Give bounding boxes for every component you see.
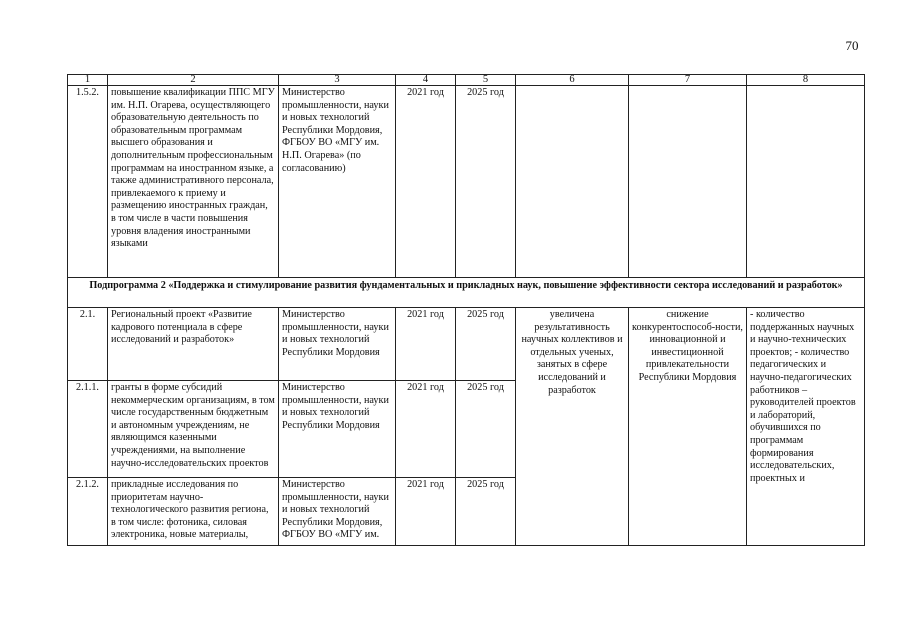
effect-cell: снижение конкурентоспособ-ности, инновационной и инвестиционной привлекательности Республики Мордовия	[629, 308, 747, 546]
column-number-row	[68, 75, 865, 86]
start-year: 2021 год	[396, 381, 456, 478]
col-header: 7	[629, 75, 747, 86]
end-year: 2025 год	[456, 86, 516, 278]
result-cell: увеличена результативность научных коллективов и отдельных ученых, занятых в сфере исследований и разработок	[516, 308, 629, 546]
row-number: 1.5.2.	[68, 86, 108, 278]
measure-text: прикладные исследования по приоритетам научно-технологического развития региона, в том числе: фотоника, силовая электроника, новые материалы,	[108, 478, 279, 546]
program-table	[67, 74, 865, 546]
col-header: 4	[396, 75, 456, 86]
table-row	[68, 308, 865, 381]
start-year: 2021 год	[396, 478, 456, 546]
end-year: 2025 год	[456, 478, 516, 546]
col-header: 2	[108, 75, 279, 86]
effect-cell	[629, 86, 747, 278]
subprogram-row	[68, 278, 865, 308]
row-number: 2.1.2.	[68, 478, 108, 546]
executor-text: Министерство промышленности, науки и новых технологий Республики Мордовия	[279, 381, 396, 478]
subprogram-title: Подпрограмма 2 «Поддержка и стимулирование развития фундаментальных и прикладных наук, повышение эффективности сектора исследований и разработок»	[68, 278, 865, 308]
executor-text: Министерство промышленности, науки и новых технологий Республики Мордовия, ФГБОУ ВО «МГУ им.	[279, 478, 396, 546]
executor-text: Министерство промышленности, науки и новых технологий Республики Мордовия, ФГБОУ ВО «МГУ им. Н.П. Огарева» (по согласованию)	[279, 86, 396, 278]
col-header: 3	[279, 75, 396, 86]
table-row	[68, 86, 865, 278]
page-number: 70	[845, 38, 859, 53]
col-header: 1	[68, 75, 108, 86]
indicator-cell	[747, 86, 865, 278]
result-cell	[516, 86, 629, 278]
end-year: 2025 год	[456, 381, 516, 478]
start-year: 2021 год	[396, 86, 456, 278]
indicator-cell: - количество поддержанных научных и научно-технических проектов; - количество педагогических и научно-педагогических работников – руководителей проектов и лабораторий, обучившихся по программам формирования исследовательских, проектных и	[747, 308, 865, 546]
col-header: 5	[456, 75, 516, 86]
measure-text: повышение квалификации ППС МГУ им. Н.П. Огарева, осуществляющего образовательную деятельность по образовательным программам высшего образования и дополнительным профессиональным программам на иностранном языке, а также административного персонала, привлекаемого к приему и размещению иностранных граждан, в том числе в части повышения уровня владения иностранными языками	[108, 86, 279, 278]
col-header: 6	[516, 75, 629, 86]
row-number: 2.1.	[68, 308, 108, 381]
start-year: 2021 год	[396, 308, 456, 381]
col-header: 8	[747, 75, 865, 86]
end-year: 2025 год	[456, 308, 516, 381]
measure-text: Региональный проект «Развитие кадрового потенциала в сфере исследований и разработок»	[108, 308, 279, 381]
executor-text: Министерство промышленности, науки и новых технологий Республики Мордовия	[279, 308, 396, 381]
row-number: 2.1.1.	[68, 381, 108, 478]
measure-text: гранты в форме субсидий некоммерческим организациям, в том числе государственным бюджетным и автономным учреждениям, не являющимся казенными учреждениями, на выполнение научно-исследовательских проектов	[108, 381, 279, 478]
